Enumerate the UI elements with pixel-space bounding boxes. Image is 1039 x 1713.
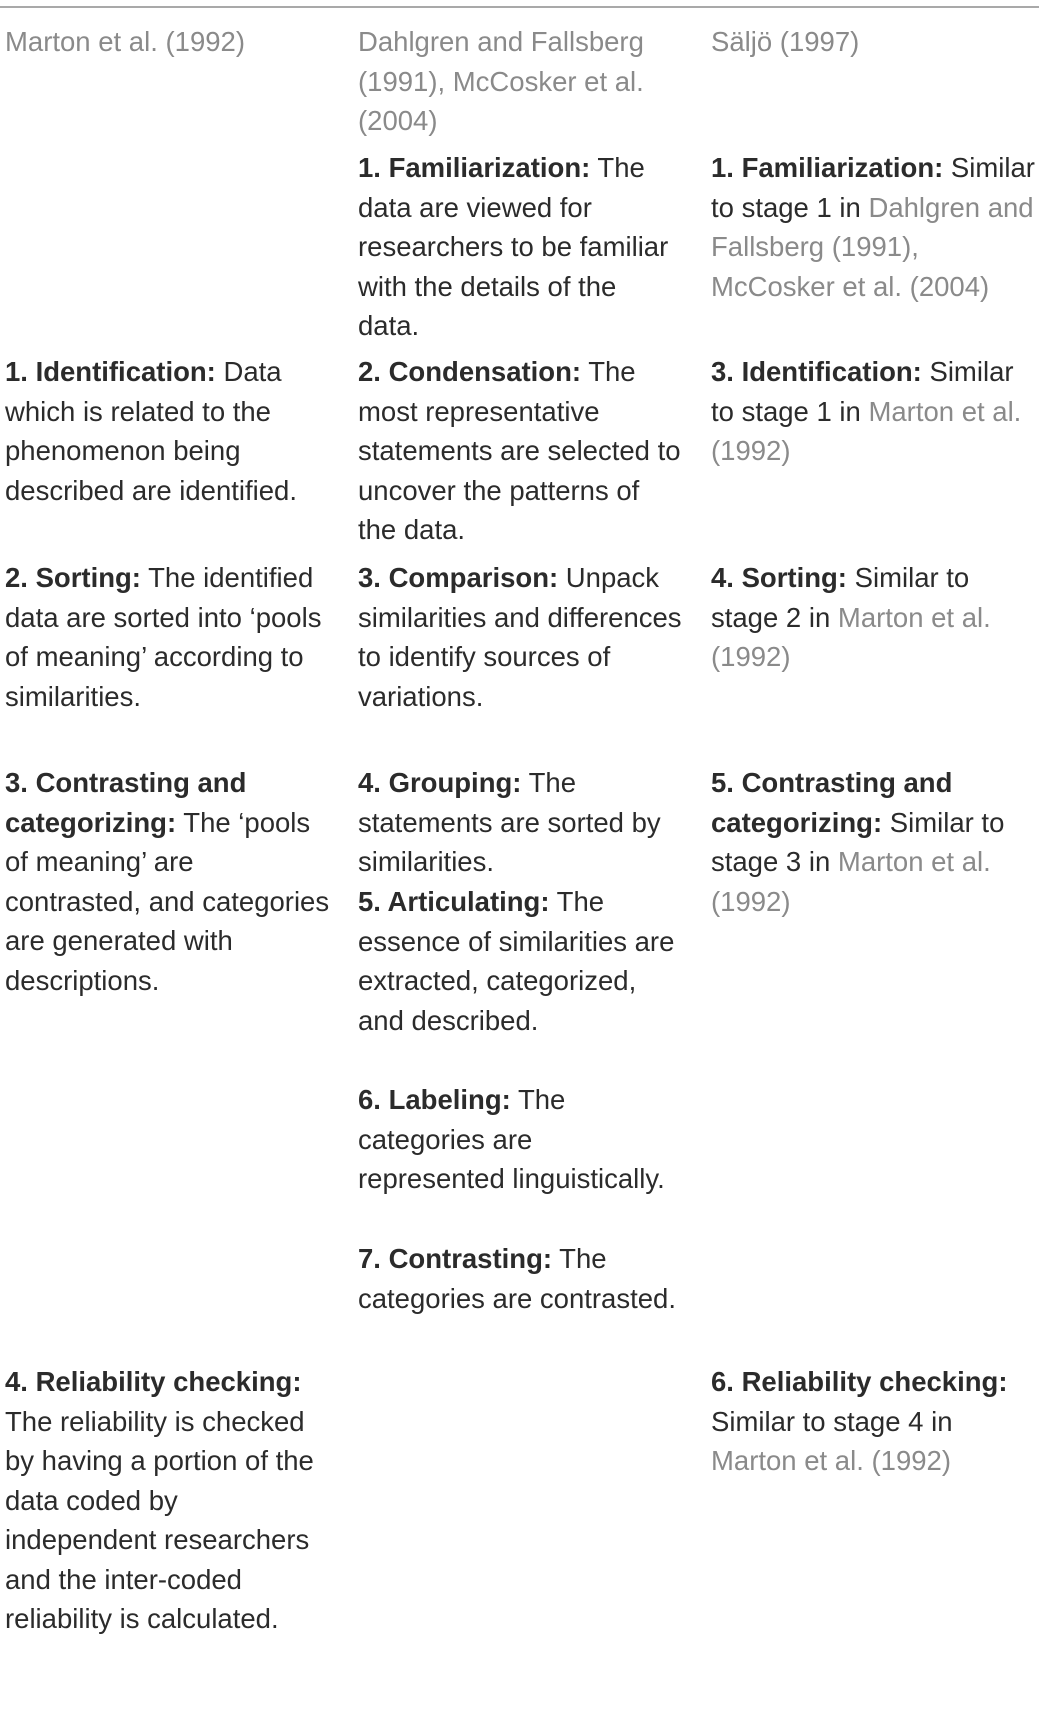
table-cell bbox=[5, 558, 330, 716]
stage-title: 4. Grouping: bbox=[358, 767, 522, 798]
table-cell bbox=[358, 148, 683, 346]
stage-title: 1. Familiarization: bbox=[711, 152, 944, 183]
stage-description: Similar to stage 1 in bbox=[711, 356, 1014, 427]
stage-description: Similar to stage 3 in bbox=[711, 806, 1005, 877]
citation-link: Marton et al. (1992) bbox=[711, 601, 991, 672]
table-cell bbox=[5, 1362, 330, 1639]
citation-link: Dahlgren and Fallsberg (1991), McCosker et al. (2004) bbox=[711, 191, 1034, 302]
table-top-rule bbox=[0, 6, 1039, 8]
stage-title: 5. Articulating: bbox=[358, 886, 550, 917]
table-cell bbox=[358, 1239, 683, 1318]
table-cell bbox=[711, 148, 1036, 306]
stage-title: 2. Sorting: bbox=[5, 562, 141, 593]
stage-description: The reliability is checked by having a portion of the data coded by independent researchers and the inter-coded reliability is calculated. bbox=[5, 1405, 314, 1634]
table-cell bbox=[5, 352, 330, 510]
table-cell bbox=[358, 882, 683, 1040]
table-cell bbox=[358, 763, 683, 882]
table-cell bbox=[5, 763, 330, 1000]
stage-title: 3. Contrasting and categorizing: bbox=[5, 767, 247, 838]
stage-title: 4. Sorting: bbox=[711, 562, 847, 593]
table-cell bbox=[711, 352, 1036, 471]
stage-title: 7. Contrasting: bbox=[358, 1243, 553, 1274]
stage-title: 2. Condensation: bbox=[358, 356, 582, 387]
stage-description: The data are viewed for researchers to be familiar with the details of the data. bbox=[358, 152, 669, 341]
header-saljo: Säljö (1997) bbox=[711, 26, 860, 57]
stage-description: Similar to stage 1 in bbox=[711, 152, 1035, 223]
stage-description: The identified data are sorted into ‘pools of meaning’ according to similarities. bbox=[5, 562, 322, 712]
citation-link: Marton et al. (1992) bbox=[711, 846, 991, 917]
stage-description: Data which is related to the phenomenon being described are identified. bbox=[5, 356, 297, 506]
table-cell bbox=[358, 558, 683, 716]
stage-title: 5. Contrasting and categorizing: bbox=[711, 767, 953, 838]
citation-link: Marton et al. (1992) bbox=[711, 1445, 951, 1476]
stage-title: 6. Reliability checking: bbox=[711, 1366, 1008, 1397]
stage-description: The most representative statements are selected to uncover the patterns of the data. bbox=[358, 356, 681, 545]
table-cell bbox=[358, 1080, 683, 1199]
stage-description: Unpack similarities and differences to identify sources of variations. bbox=[358, 562, 682, 712]
table-cell bbox=[711, 1362, 1036, 1481]
stage-description: Similar to stage 4 in bbox=[711, 1405, 953, 1437]
citation-link: Marton et al. (1992) bbox=[711, 395, 1022, 466]
stage-description: The categories are represented linguistically. bbox=[358, 1084, 665, 1194]
stage-title: 1. Identification: bbox=[5, 356, 216, 387]
stage-title: 4. Reliability checking: bbox=[5, 1366, 302, 1397]
stage-description: Similar to stage 2 in bbox=[711, 562, 970, 633]
stage-title: 3. Comparison: bbox=[358, 562, 559, 593]
stage-title: 1. Familiarization: bbox=[358, 152, 591, 183]
header-dahlgren: Dahlgren and Fallsberg (1991), McCosker et al. (2004) bbox=[358, 26, 644, 136]
stage-description: The categories are contrasted. bbox=[358, 1243, 676, 1314]
table-cell bbox=[711, 763, 1036, 921]
stage-title: 6. Labeling: bbox=[358, 1084, 511, 1115]
table-cell bbox=[358, 352, 683, 550]
header-marton: Marton et al. (1992) bbox=[5, 26, 245, 57]
table-cell bbox=[711, 558, 1036, 677]
stage-title: 3. Identification: bbox=[711, 356, 922, 387]
stage-description: The ‘pools of meaning’ are contrasted, and categories are generated with descriptions. bbox=[5, 806, 330, 996]
stage-description: The statements are sorted by similarities. bbox=[358, 767, 661, 877]
stage-description: The essence of similarities are extracted, categorized, and described. bbox=[358, 886, 675, 1036]
